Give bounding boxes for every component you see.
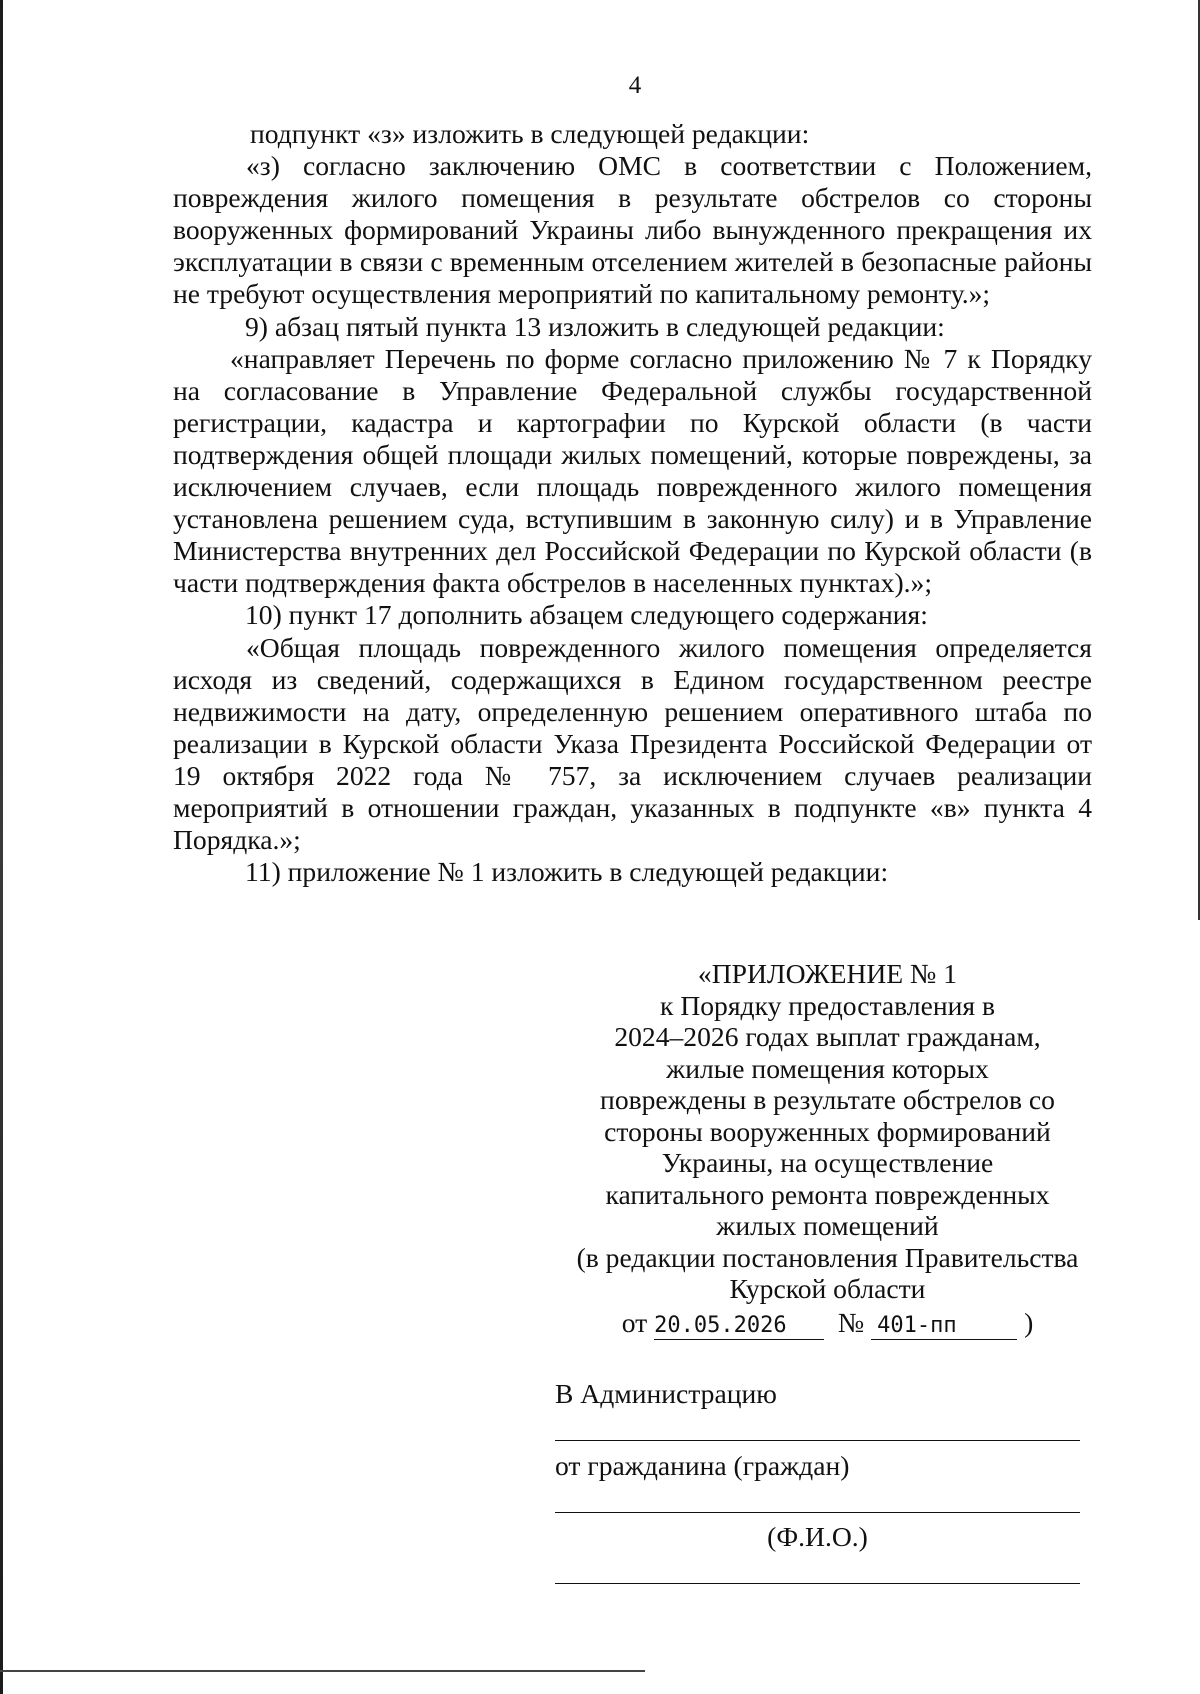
appendix-header	[560, 958, 1095, 1340]
appendix-line: капитального ремонта поврежденных	[605, 1178, 1050, 1210]
appendix-line: 2024–2026 годах выплат гражданам,	[614, 1021, 1041, 1052]
appendix-line: «ПРИЛОЖЕНИЕ № 1	[697, 958, 958, 989]
paragraph-item-10-text: «Общая площадь поврежденного жилого помещения определяется исходя из сведений, содержащихся в Едином государственном реестре недвижимости на дату, определенную решением оперативного штаба по реализации в Курской области Указа Президента Российской Федерации от 19 октября 2022 года № 757, за исключением случаев реализации мероприятий в отношении граждан, указанных в подпункте «в» пункта 4 Порядка.»;	[173, 631, 1092, 856]
scan-edge-bottom	[0, 1670, 645, 1672]
appendix-line: (в редакции постановления Правительства	[576, 1241, 1079, 1273]
page-number: 4	[628, 72, 642, 99]
resolution-number: 401-пп	[871, 1313, 1017, 1340]
appendix-line: Курской области	[729, 1273, 926, 1304]
date-prefix: от	[621, 1306, 648, 1338]
appendix-line: стороны вооруженных формирований	[604, 1115, 1051, 1147]
fio-caption: (Ф.И.О.)	[767, 1521, 868, 1552]
appendix-line: к Порядку предоставления в	[660, 989, 995, 1021]
paragraph-item-11: 11) приложение № 1 изложить в следующей редакции:	[245, 856, 889, 888]
paragraph-item-9-text: «направляет Перечень по форме согласно приложению № 7 к Порядку на согласование в Управление Федеральной службы государственной регистрации, кадастра и картографии по Курской области (в части подтверждения общей площади жилых помещений, которые повреждены, за исключением случаев, если площадь поврежденного жилого помещения установлена решением суда, вступившим в законную силу) и в Управление Министерства внутренних дел Российской Федерации по Курской области (в части подтверждения факта обстрелов в населенных пунктах).»;	[173, 342, 1092, 599]
fio-line	[555, 1583, 1080, 1584]
resolution-date-row	[560, 1307, 1095, 1340]
appendix-line: жилых помещений	[716, 1210, 939, 1241]
document-body	[173, 118, 1092, 888]
to-administration-label: В Администрацию	[555, 1378, 777, 1409]
appendix-line: Украины, на осуществление	[661, 1147, 994, 1178]
scan-edge-left	[0, 0, 3, 1694]
application-form-header	[555, 1378, 1080, 1584]
paragraph-item-10: 10) пункт 17 дополнить абзацем следующего содержания:	[245, 599, 928, 631]
from-citizen-label: от гражданина (граждан)	[555, 1450, 850, 1481]
paragraph-subpoint-z-intro: подпункт «з» изложить в следующей редакции:	[250, 118, 810, 149]
appendix-line: жилые помещения которых	[666, 1052, 989, 1084]
appendix-line: повреждены в результате обстрелов со	[600, 1084, 1055, 1115]
number-sign: №	[837, 1306, 865, 1338]
close-paren: )	[1024, 1306, 1034, 1338]
paragraph-item-9: 9) абзац пятый пункта 13 изложить в следующей редакции:	[245, 310, 945, 342]
resolution-date: 20.05.2026	[654, 1313, 824, 1340]
paragraph-subpoint-z-text: «з) согласно заключению ОМС в соответствии с Положением, повреждения жилого помещения в результате обстрелов со стороны вооруженных формирований Украины либо вынужденного прекращения их эксплуатации в связи с временным отселением жителей в безопасные районы не требуют осуществления мероприятий по капитальному ремонту.»;	[173, 150, 1092, 310]
